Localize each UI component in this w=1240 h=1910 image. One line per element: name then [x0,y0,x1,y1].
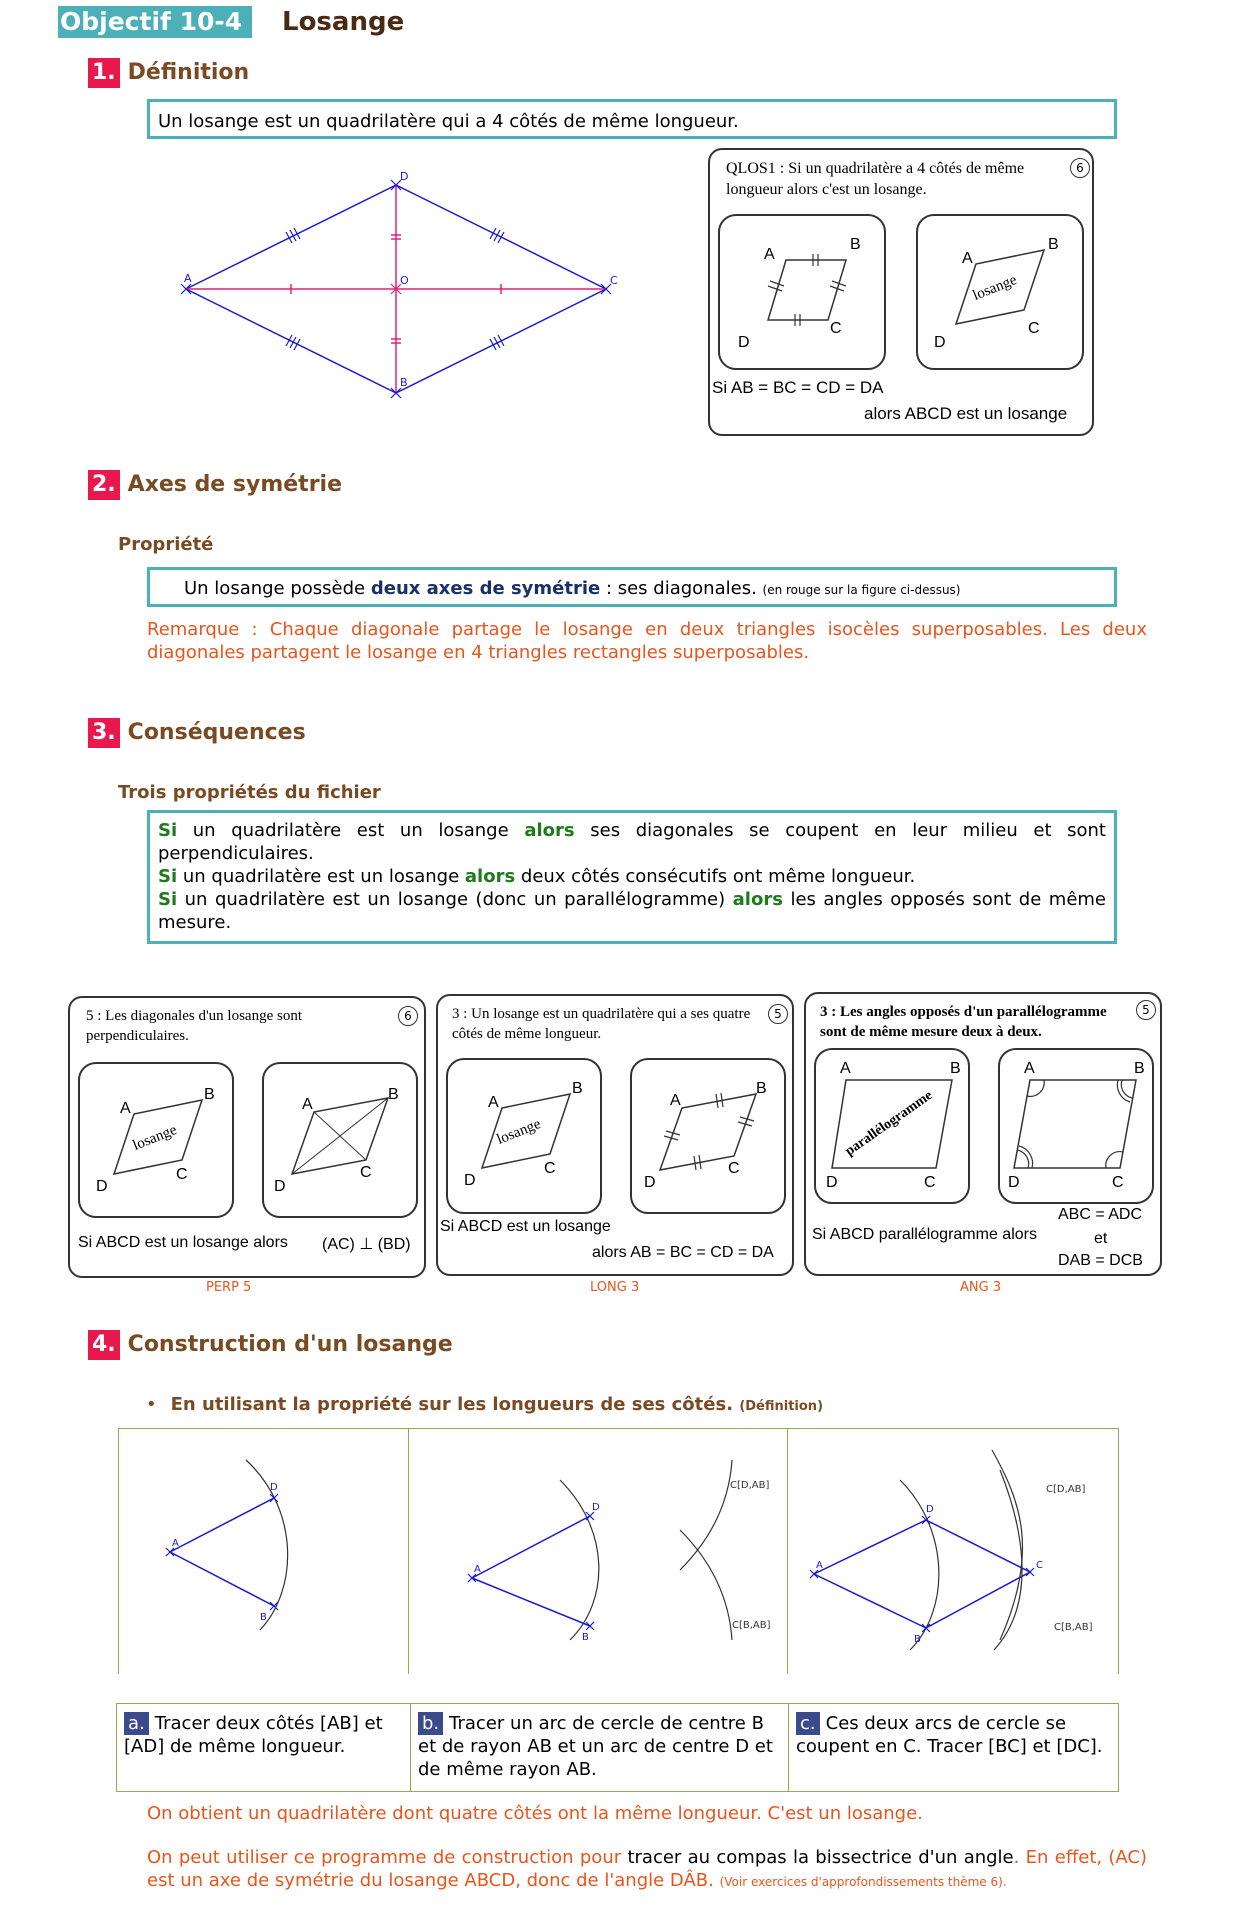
qlos1-then: alors ABCD est un losange [864,404,1068,423]
card-caption-a: Si ABCD parallélogramme alors [812,1226,1037,1243]
vertex-a: A [1024,1060,1035,1077]
fig-c-label: C [1036,1560,1043,1571]
section-3-heading [88,718,306,748]
card-caption-d: DAB = DCB [1058,1252,1143,1269]
final-text-a: On peut utiliser ce programme de construction pour [147,1847,628,1868]
card-figure-left [446,1058,602,1214]
property-1 [158,819,1106,865]
alors-keyword: alors [464,866,516,887]
vertex-b: B [388,1086,399,1103]
fig-b-label: B [914,1634,921,1645]
vertex-b: B [1134,1060,1145,1077]
property-2-start: un quadrilatère est un losange [177,866,465,887]
conclusion-text: On obtient un quadrilatère dont quatre côtés ont la même longueur. C'est un losange. [147,1803,923,1824]
vertex-a: A [302,1096,313,1113]
level-circle: 5 [768,1004,788,1024]
step-b [418,1712,774,1781]
fig-b-label: B [582,1632,589,1643]
fig-b-label: B [260,1612,267,1623]
alors-keyword: alors [732,889,783,910]
qlos1-if: Si AB = BC = CD = DA [712,378,884,397]
si-keyword: Si [158,820,178,841]
vertex-d: D [644,1174,656,1191]
card-caption-b: (AC) ⊥ (BD) [322,1236,411,1253]
point-b-label: B [400,376,408,389]
vertex-a: A [962,250,973,267]
card-figure-right [262,1062,418,1218]
fig-a-label: A [816,1560,823,1571]
losange-word: losange [970,271,1020,305]
vertex-d: D [934,334,946,351]
level-circle: 6 [398,1006,418,1026]
si-keyword: Si [158,866,178,887]
vertex-c: C [1028,320,1040,337]
vertex-b: B [1048,236,1059,253]
vertex-d: D [1008,1174,1020,1191]
vertex-d: D [274,1178,286,1195]
remark-text: Remarque : Chaque diagonale partage le losange en deux triangles isocèles superposables. Les deux diagonales partagent le losange en 4 triangles rectangles superposables. [147,619,1147,663]
property-2-end: deux côtés consécutifs ont même longueur. [515,866,916,887]
card-title: 3 : Un losange est un quadrilatère qui a ses quatre côtés de même longueur. [452,1006,751,1042]
card-title: 3 : Les angles opposés d'un parallélogramme sont de même mesure deux à deux. [820,1004,1107,1040]
bullet-note: (Définition) [739,1399,824,1414]
consequences-box [147,810,1117,944]
section-1-number: 1. [88,58,120,88]
alors-keyword: alors [524,820,575,841]
losange-word: losange [494,1115,544,1149]
ang3-card [804,992,1162,1276]
vertex-a: A [670,1092,681,1109]
section-4-number: 4. [88,1330,120,1360]
si-keyword: Si [158,889,178,910]
step-text: Tracer un arc de cercle de centre B et de rayon AB et un arc de centre D et de même rayon AB. [418,1713,773,1780]
vertex-c: C [544,1160,556,1177]
property-3 [158,888,1106,934]
vertex-c: C [360,1164,372,1181]
card-ref: PERP 5 [206,1280,252,1295]
point-d-label: D [400,170,409,183]
arc-d-label: C[D,AB] [730,1480,770,1491]
vertex-b: B [572,1080,583,1097]
prop-text-bold: deux axes de symétrie [370,578,601,599]
prop-text-note: (en rouge sur la figure ci-dessus) [762,583,961,597]
long3-card [436,994,794,1276]
card-caption-b: ABC = ADC [1058,1206,1143,1223]
losange-word: losange [130,1121,180,1155]
step-text: Ces deux arcs de cercle se coupent en C. Tracer [BC] et [DC]. [796,1713,1103,1757]
fig-d-label: D [592,1502,600,1513]
step-a [124,1712,400,1758]
final-text-b: tracer au compas la bissectrice d'un angle [627,1847,1014,1868]
qlos1-text: QLOS1 : Si un quadrilatère a 4 côtés de même longueur alors c'est un losange. [726,160,1025,198]
final-text-c: . En effet, (AC) est un axe de symétrie du losange ABCD, donc de l'angle DÂB. [147,1847,1148,1891]
vertex-d: D [826,1174,838,1191]
prop-text-before: Un losange possède [184,578,371,599]
card-caption-a: Si ABCD est un losange alors [78,1234,288,1251]
step-letter: a. [124,1712,149,1735]
vertex-c: C [924,1174,936,1191]
point-o-label: O [400,274,409,287]
card-ref: LONG 3 [590,1280,640,1295]
card-title: 5 : Les diagonales d'un losange sont perpendiculaires. [86,1008,302,1044]
vertex-b: B [850,236,861,253]
fig-a-label: A [172,1538,179,1549]
side-ba [186,289,396,393]
prop-text-after: : ses diagonales. [600,578,763,599]
rhombus-figure [170,160,640,410]
construction-figures [120,1430,1116,1674]
arc-b-label: C[B,AB] [732,1620,771,1631]
level-circle: 5 [1136,1000,1156,1020]
symmetry-property-box [147,567,1117,607]
arc-d-label: C[D,AB] [1046,1484,1086,1495]
section-1-title: Définition [127,60,250,85]
point-a-label: A [184,272,192,285]
vertex-d: D [464,1172,476,1189]
property-3-start: un quadrilatère est un losange (donc un parallélogramme) [177,889,733,910]
section-4-title: Construction d'un losange [127,1332,453,1357]
bullet-text: En utilisant la propriété sur les longueurs de ses côtés. [170,1394,734,1415]
properties-heading: Trois propriétés du fichier [118,782,381,803]
perp5-card [68,996,426,1278]
level-circle: 6 [1070,158,1090,178]
card-caption-a: Si ABCD est un losange [440,1218,611,1235]
step-text: Tracer deux côtés [AB] et [AD] de même longueur. [124,1713,383,1757]
qlos1-card [708,148,1094,436]
vertex-a: A [764,246,775,263]
step-c [796,1712,1106,1758]
fig-a-label: A [474,1564,481,1575]
page-title: Losange [282,7,405,37]
definition-text: Un losange est un quadrilatère qui a 4 côtés de même longueur. [158,111,739,132]
vertex-c: C [176,1166,188,1183]
objective-badge: Objectif 10-4 [58,6,252,38]
construction-bullet: • En utilisant la propriété sur les longueurs de ses côtés. (Définition) [146,1394,824,1415]
vertex-c: C [830,320,842,337]
point-c-label: C [610,274,618,287]
definition-box [147,99,1117,139]
property-heading: Propriété [118,534,214,555]
fig-d-label: D [270,1482,278,1493]
final-text [147,1846,1147,1894]
card-caption-b: alors AB = BC = CD = DA [592,1244,774,1261]
vertex-c: C [1112,1174,1124,1191]
final-text-note: (Voir exercices d'approfondissements thème 6). [719,1875,1007,1889]
section-4-heading [88,1330,453,1360]
arc-b-label: C[B,AB] [1054,1622,1093,1633]
qlos1-figure-right [916,214,1084,370]
card-figure-left [78,1062,234,1218]
card-figure-right [630,1058,786,1214]
vertex-c: C [728,1160,740,1177]
property-1-end: ses diagonales se coupent en leur milieu et sont perpendiculaires. [158,820,1106,864]
vertex-b: B [950,1060,961,1077]
vertex-d: D [96,1178,108,1195]
vertex-b: B [756,1080,767,1097]
section-3-number: 3. [88,718,120,748]
section-2-number: 2. [88,470,120,500]
card-caption-c: et [1094,1230,1108,1247]
section-2-title: Axes de symétrie [127,472,342,497]
step-letter: c. [796,1712,820,1735]
vertex-a: A [120,1100,131,1117]
section-3-title: Conséquences [127,720,306,745]
property-2 [158,865,1106,888]
parallelogramme-word: parallélogramme [842,1088,936,1160]
step-letter: b. [418,1712,443,1735]
vertex-b: B [204,1086,215,1103]
vertex-d: D [738,334,750,351]
fig-d-label: D [926,1504,934,1515]
property-1-start: un quadrilatère est un losange [177,820,525,841]
qlos1-figure-left [718,214,886,370]
section-1-heading [88,58,249,88]
vertex-a: A [488,1094,499,1111]
vertex-a: A [840,1060,851,1077]
section-2-heading [88,470,342,500]
property-3-end: les angles opposés sont de même mesure. [158,889,1106,933]
card-figure-right [998,1048,1154,1204]
card-figure-left [814,1048,970,1204]
side-ad [186,185,396,289]
card-ref: ANG 3 [960,1280,1002,1295]
